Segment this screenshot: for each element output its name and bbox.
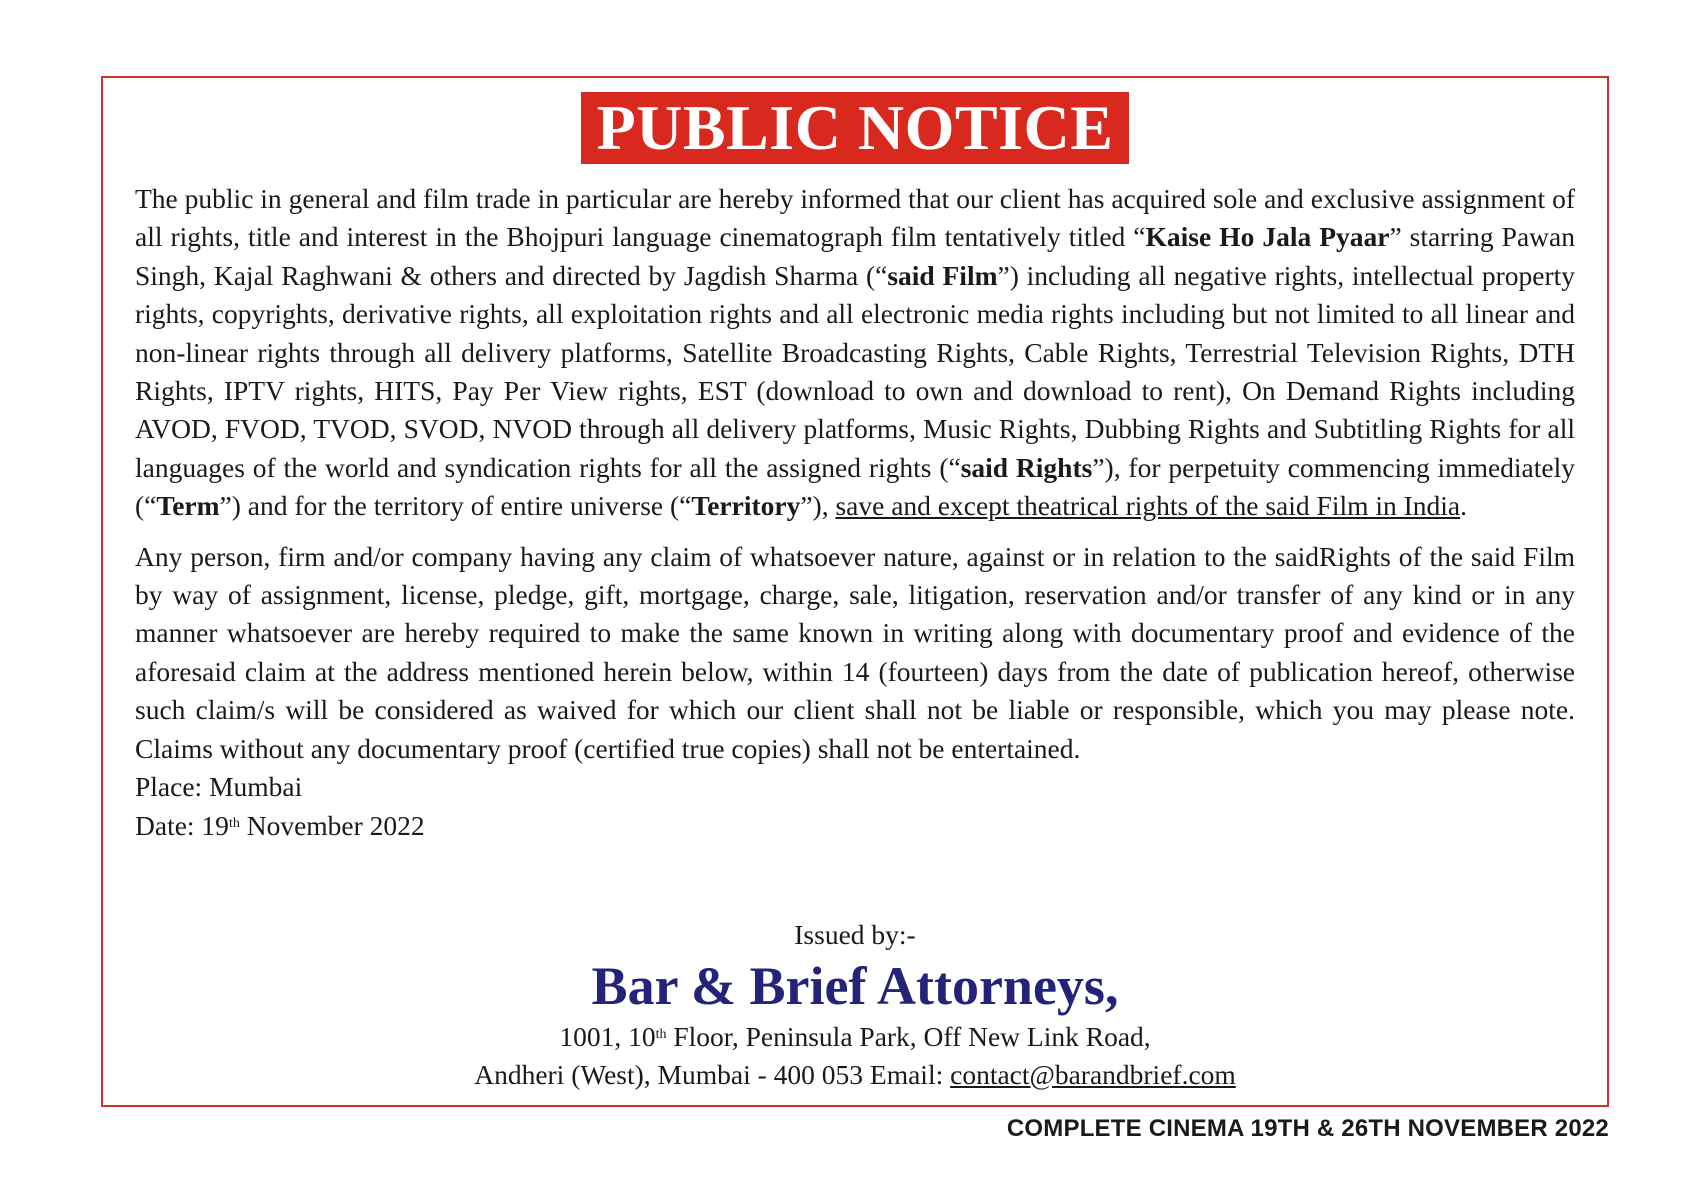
said-film-term: said Film <box>887 259 998 291</box>
notice-body <box>135 180 1575 845</box>
place-line: Place: Mumbai <box>135 771 303 803</box>
firm-name: Bar & Brief Attorneys, <box>591 956 1119 1016</box>
address-line-2: Andheri (West), Mumbai - 400 053 Email: contact@barandbrief.com <box>474 1059 1236 1090</box>
film-title: Kaise Ho Jala Pyaar <box>1145 221 1390 253</box>
publication-footer: COMPLETE CINEMA 19TH & 26TH NOVEMBER 2022 <box>1006 1115 1609 1142</box>
term-term: Term <box>156 490 220 522</box>
date-line: Date: 19th November 2022 <box>135 809 425 841</box>
public-notice-frame <box>101 76 1609 1107</box>
said-rights-term: said Rights <box>960 451 1093 483</box>
exception-clause: save and except theatrical rights of the said Film in India <box>835 490 1461 522</box>
notice-paragraph-2: Any person, firm and/or company having any claim of whatsoever nature, against or in relation to the saidRights of the said Film by way of assignment, license, pledge, gift, mortgage, charge, sale, litigation, reservation and/or transfer of any kind or in any manner whatsoever are hereby required to make the same known in writing along with documentary proof and evidence of the aforesaid claim at the address mentioned herein below, within 14 (fourteen) days from the date of publication hereof, otherwise such claim/s will be considered as waived for which our client shall not be liable or responsible, which you may please note. Claims without any documentary proof (certified true copies) shall not be entertained. <box>135 540 1575 764</box>
email-link[interactable]: contact@barandbrief.com <box>950 1059 1236 1090</box>
issued-by-label: Issued by:- <box>794 919 916 950</box>
title-container <box>103 92 1607 164</box>
notice-title: PUBLIC NOTICE <box>581 92 1130 164</box>
address-line-1: 1001, 10th Floor, Peninsula Park, Off New Link Road, <box>559 1021 1151 1052</box>
notice-paragraph-1: The public in general and film trade in particular are hereby informed that our client has acquired sole and exclusive assignment of all rights, title and interest in the Bhojpuri language cinematograph film tentatively titled “Kaise Ho Jala Pyaar” starring Pawan Singh, Kajal Raghwani & others and directed by Jagdish Sharma (“said Film”) including all negative rights, intellectual property rights, copyrights, derivative rights, all exploitation rights and all electronic media rights including but not limited to all linear and non-linear rights through all delivery platforms, Satellite Broadcasting Rights, Cable Rights, Terrestrial Television Rights, DTH Rights, IPTV rights, HITS, Pay Per View rights, EST (download to own and download to rent), On Demand Rights including AVOD, FVOD, TVOD, SVOD, NVOD through all delivery platforms, Music Rights, Dubbing Rights and Subtitling Rights for all languages of the world and syndication rights for all the assigned rights (“said Rights”), for perpetuity commencing immediately (“Term”) and for the territory of entire universe (“Territory”), save and except theatrical rights of the said Film in India. <box>135 183 1576 522</box>
territory-term: Territory <box>691 490 801 522</box>
